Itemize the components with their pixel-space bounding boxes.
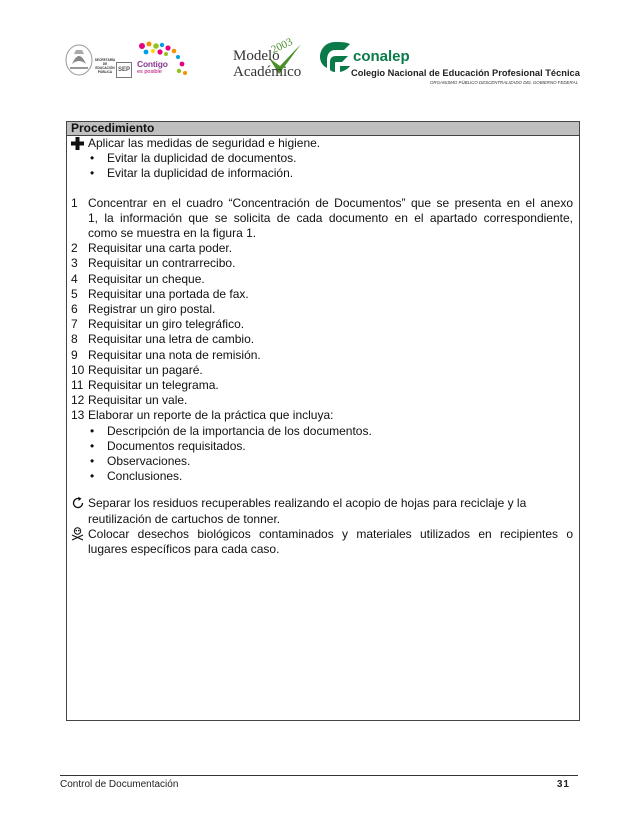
report-bullet-text: Observaciones. (107, 454, 191, 469)
bullet-icon: • (90, 151, 95, 166)
step-item (67, 241, 579, 256)
step-number: 9 (71, 347, 78, 362)
conalep-org-line: ORGANISMO PÚBLICO DESCENTRALIZADO DEL GOBIERNO FEDERAL (430, 80, 579, 85)
step-item (67, 272, 579, 287)
list-item (67, 166, 579, 181)
biohazard-icon (71, 527, 87, 542)
report-bullet-text: Conclusiones. (107, 469, 183, 484)
footer-document-title: Control de Documentación (60, 779, 179, 790)
report-bullet-text: Documentos requisitados. (107, 438, 246, 453)
safety-text: Aplicar las medidas de seguridad e higiene. (88, 136, 321, 150)
recycle-item (67, 496, 579, 526)
biohazard-item (67, 527, 579, 557)
step-number: 10 (71, 362, 85, 377)
safety-bullet-text: Evitar la duplicidad de información. (107, 166, 294, 181)
step-item (67, 378, 579, 393)
page-number: 31 (556, 779, 570, 790)
step-number: 2 (71, 241, 78, 256)
step-text: Requisitar un vale. (88, 393, 188, 408)
procedure-title: Procedimiento (67, 122, 579, 136)
eagle-emblem-icon (64, 42, 94, 78)
safety-bullet-text: Evitar la duplicidad de documentos. (107, 151, 297, 166)
sep-abbr: SEP (116, 62, 132, 78)
step-number: 11 (71, 378, 84, 393)
step-number: 13 (71, 408, 85, 423)
step-text-line: como se muestra en la figura 1. (88, 226, 257, 241)
step-number: 6 (71, 302, 78, 317)
biohazard-text-line: lugares específicos para cada caso. (88, 542, 280, 557)
modelo-line2: Académico (233, 64, 302, 80)
step-number: 12 (71, 393, 85, 408)
step-text: Requisitar un contrarrecibo. (88, 256, 236, 271)
step-text: Elaborar un reporte de la práctica que incluya: (88, 408, 334, 423)
safety-item (67, 136, 579, 151)
step-item (67, 393, 579, 408)
step-text: Requisitar una nota de remisión. (88, 347, 261, 362)
step-text: Requisitar un telegrama. (88, 378, 219, 393)
step-text: Registrar un giro postal. (88, 302, 216, 317)
procedure-body (67, 136, 579, 557)
step-item (67, 196, 579, 242)
list-item (67, 151, 579, 166)
step-text: Requisitar una portada de fax. (88, 286, 249, 301)
report-bullet-text: Descripción de la importancia de los documentos. (107, 423, 372, 438)
step-number: 8 (71, 332, 78, 347)
step-text-line: 1, la información que se solicita de cada documento en el apartado correspondiente, (88, 210, 573, 225)
step-text: Requisitar un giro telegráfico. (88, 317, 245, 332)
procedure-box (66, 121, 580, 721)
safety-cross-icon (71, 136, 87, 151)
page-header (0, 0, 638, 110)
list-item (67, 424, 579, 439)
step-text-line: Concentrar en el cuadro “Concentración de Documentos” que se presenta en el anexo (88, 195, 573, 210)
bullet-icon: • (90, 469, 95, 484)
step-item (67, 287, 579, 302)
step-text: Requisitar un cheque. (88, 271, 205, 286)
conalep-emblem-icon (318, 40, 352, 74)
step-item (67, 302, 579, 317)
step-text: Requisitar una letra de cambio. (88, 332, 255, 347)
step-item (67, 317, 579, 332)
step-number: 5 (71, 286, 78, 301)
list-item (67, 454, 579, 469)
bullet-icon: • (90, 438, 95, 453)
step-number: 3 (71, 256, 78, 271)
modelo-academico-logo (225, 35, 305, 84)
sep-logo (64, 42, 128, 80)
recycle-text-line: Separar los residuos recuperables realizando el acopio de hojas para reciclaje y la (88, 496, 527, 511)
step-item (67, 348, 579, 363)
step-number: 4 (71, 271, 78, 286)
step-item (67, 408, 579, 423)
bullet-icon: • (90, 423, 95, 438)
contigo-sub: es posible (137, 69, 162, 75)
recycle-icon (71, 496, 87, 511)
step-number: 1 (71, 195, 78, 210)
sep-text: SECRETARÍA DE EDUCACIÓN PÚBLICA (94, 58, 116, 74)
step-item (67, 256, 579, 271)
list-item (67, 439, 579, 454)
modelo-year: 2003 (269, 35, 295, 57)
recycle-text-line: reutilización de cartuchos de tonner. (88, 511, 281, 526)
footer-divider (60, 775, 578, 776)
step-number: 7 (71, 317, 78, 332)
conalep-word: conalep (353, 48, 410, 65)
modelo-line1: Modelo (233, 48, 280, 64)
bullet-icon: • (90, 166, 95, 181)
step-item (67, 363, 579, 378)
conalep-logo (318, 40, 588, 90)
list-item (67, 469, 579, 484)
step-text: Requisitar un pagaré. (88, 362, 203, 377)
conalep-institution-name: Colegio Nacional de Educación Profesional Técnica (351, 68, 580, 78)
contigo-logo (132, 40, 196, 82)
step-text: Requisitar una carta poder. (88, 241, 233, 256)
contigo-word: Contigo (137, 59, 168, 69)
bullet-icon: • (90, 454, 95, 469)
step-item (67, 332, 579, 347)
biohazard-text-line: Colocar desechos biológicos contaminados y materiales utilizados en recipientes o (88, 526, 573, 541)
